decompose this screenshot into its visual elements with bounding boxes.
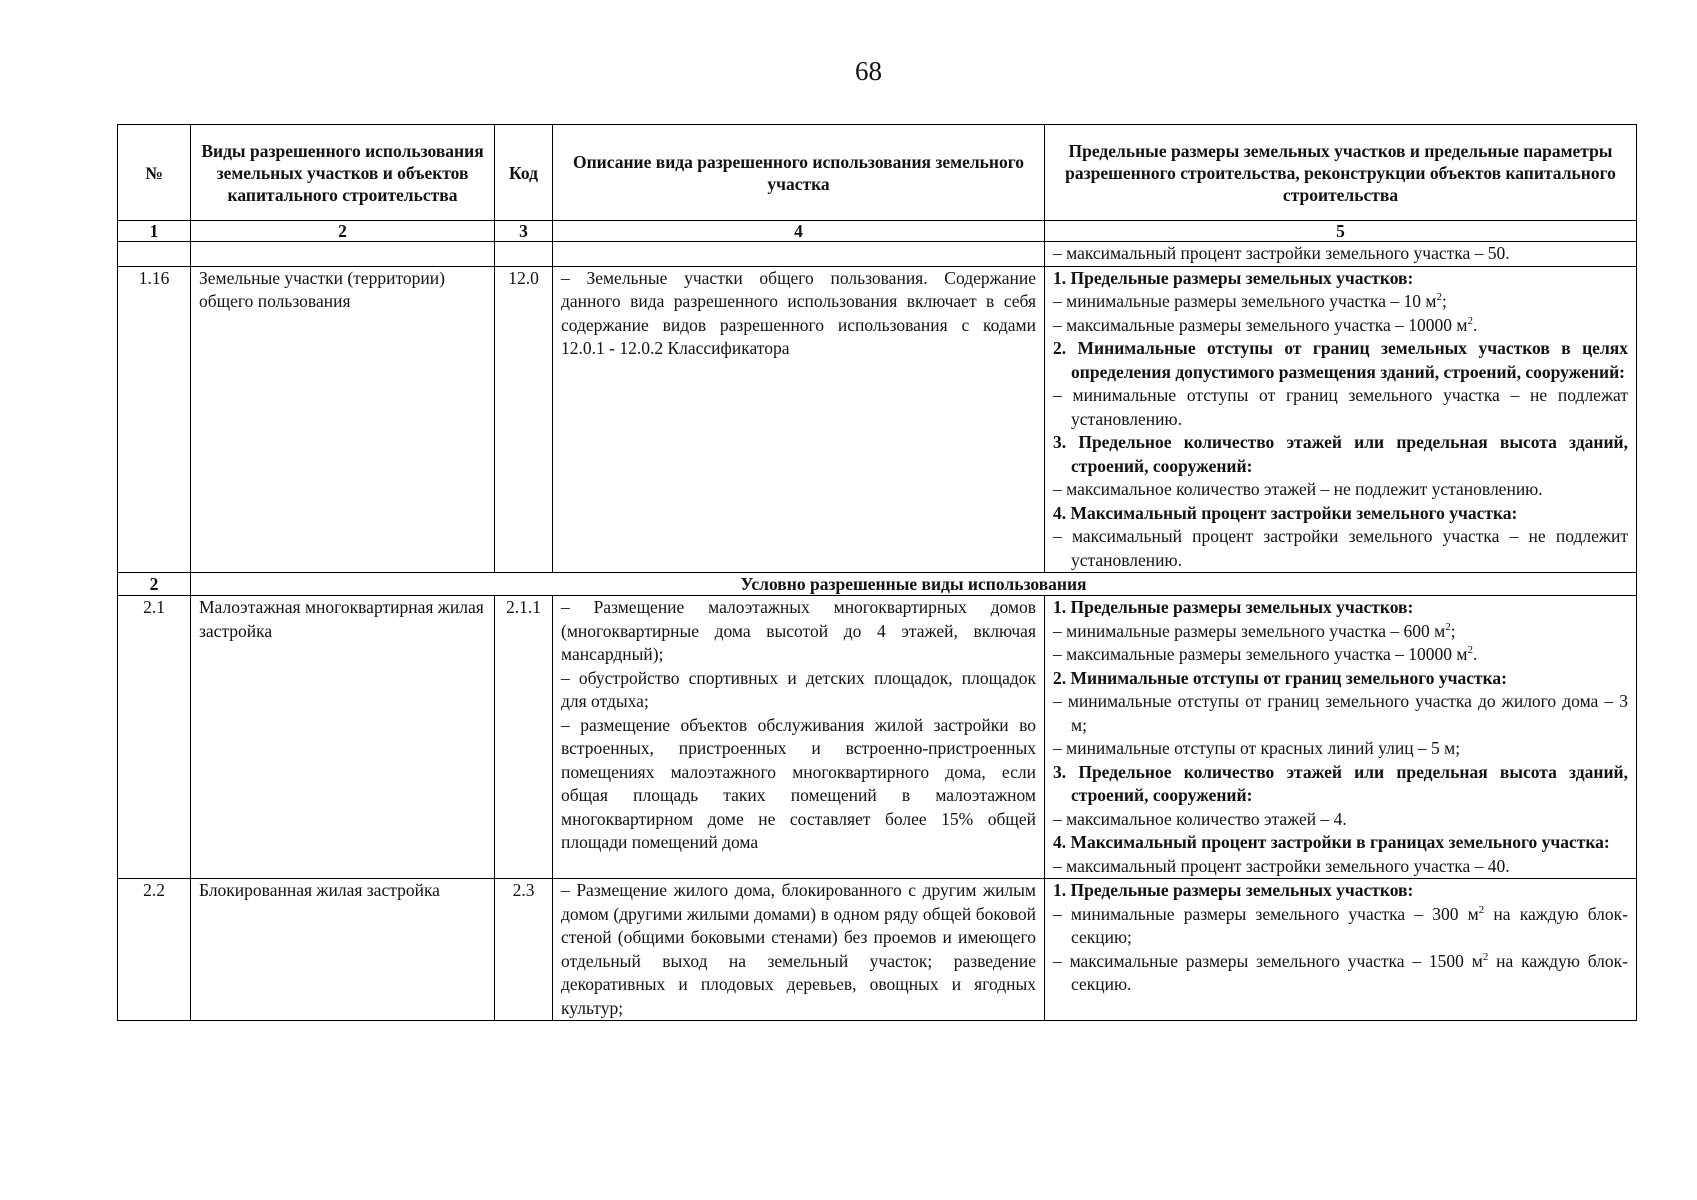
- row-number: 1.16: [118, 266, 191, 573]
- table-row-2-1: [118, 596, 1637, 879]
- page-number: 68: [855, 56, 882, 86]
- column-number: 1: [118, 221, 191, 242]
- column-number: 4: [553, 221, 1045, 242]
- use-parameters: 1. Предельные размеры земельных участков: – минимальные размеры земельного участка – 600 $м^2$; – максимальные размеры земельного участка – 10000 $м^2$. 2. Минимальные отступы от границ земельного участка: – минимальные отступы от границ земельного участка до жилого дома – 3 м; – минимальные отступы от красных линий улиц – 5 м; 3. Предельное количество этажей или предельная высота зданий, строений, сооружений: – максимальное количество этажей – 4. 4. Максимальный процент застройки в границах земельного участка: – максимальный процент застройки земельного участка – 40.: [1045, 596, 1637, 879]
- section-number: 2: [118, 573, 191, 596]
- column-number: 5: [1045, 221, 1637, 242]
- use-parameters: 1. Предельные размеры земельных участков: – минимальные размеры земельного участка – 10 $м^2$; – максимальные размеры земельного участка – 10000 $м^2$. 2. Минимальные отступы от границ земельных участков в целях определения допустимого размещения зданий, строений, сооружений: – минимальные отступы от границ земельного участка – не подлежат установлению. 3. Предельное количество этажей или предельная высота зданий, строений, сооружений: – максимальное количество этажей – не подлежит установлению. 4. Максимальный процент застройки земельного участка: – максимальный процент застройки земельного участка – не подлежит установлению.: [1045, 266, 1637, 573]
- use-code: 12.0: [495, 266, 553, 573]
- header-num: №: [118, 125, 191, 221]
- header-params: Предельные размеры земельных участков и предельные параметры разрешенного строительства, реконструкции объектов капитального строительства: [1045, 125, 1637, 221]
- use-description: – Размещение малоэтажных многоквартирных домов (многоквартирные дома высотой до 4 этажей, включая мансардный); – обустройство спортивных и детских площадок, площадок для отдыха; – размещение объектов обслуживания жилой застройки во встроенных, пристроенных и встроенно-пристроенных помещениях малоэтажного многоквартирного дома, если общая площадь таких помещений в малоэтажном многоквартирном доме не составляет более 15% общей площади помещений дома: [553, 596, 1045, 879]
- row-number: 2.1: [118, 596, 191, 879]
- column-number: 3: [495, 221, 553, 242]
- header-row: [118, 125, 1637, 221]
- use-kind: Земельные участки (территории) общего пользования: [191, 266, 495, 573]
- table-row-2-2: [118, 879, 1637, 1021]
- section-title: Условно разрешенные виды использования: [191, 573, 1637, 596]
- use-code: 2.1.1: [495, 596, 553, 879]
- carryover-row: [118, 242, 1637, 267]
- use-parameters: 1. Предельные размеры земельных участков: – минимальные размеры земельного участка – 300 $м^2$ на каждую блок-секцию; – максимальные размеры земельного участка – 1500 $м^2$ на каждую блок-секцию.: [1045, 879, 1637, 1021]
- use-code: 2.3: [495, 879, 553, 1021]
- use-kind: Малоэтажная многоквартирная жилая застройка: [191, 596, 495, 879]
- header-code: Код: [495, 125, 553, 221]
- header-desc: Описание вида разрешенного использования земельного участка: [553, 125, 1045, 221]
- row-number: 2.2: [118, 879, 191, 1021]
- land-use-table: [117, 124, 1637, 1021]
- header-kind: Виды разрешенного использования земельных участков и объектов капитального строительства: [191, 125, 495, 221]
- carryover-text: – максимальный процент застройки земельного участка – 50.: [1053, 243, 1510, 263]
- table-row-1-16: [118, 266, 1637, 573]
- column-number: 2: [191, 221, 495, 242]
- use-description: – Размещение жилого дома, блокированного с другим жилым домом (другими жилыми домами) в одном ряду общей боковой стеной (общими боковыми стенами) без проемов и имеющего отдельный выход на земельный участок; разведение декоративных и плодовых деревьев, овощных и ягодных культур;: [553, 879, 1045, 1021]
- use-description: – Земельные участки общего пользования. Содержание данного вида разрешенного использования включает в себя содержание видов разрешенного использования с кодами 12.0.1 - 12.0.2 Классификатора: [553, 266, 1045, 573]
- section-row: [118, 573, 1637, 596]
- use-kind: Блокированная жилая застройка: [191, 879, 495, 1021]
- column-number-row: [118, 221, 1637, 242]
